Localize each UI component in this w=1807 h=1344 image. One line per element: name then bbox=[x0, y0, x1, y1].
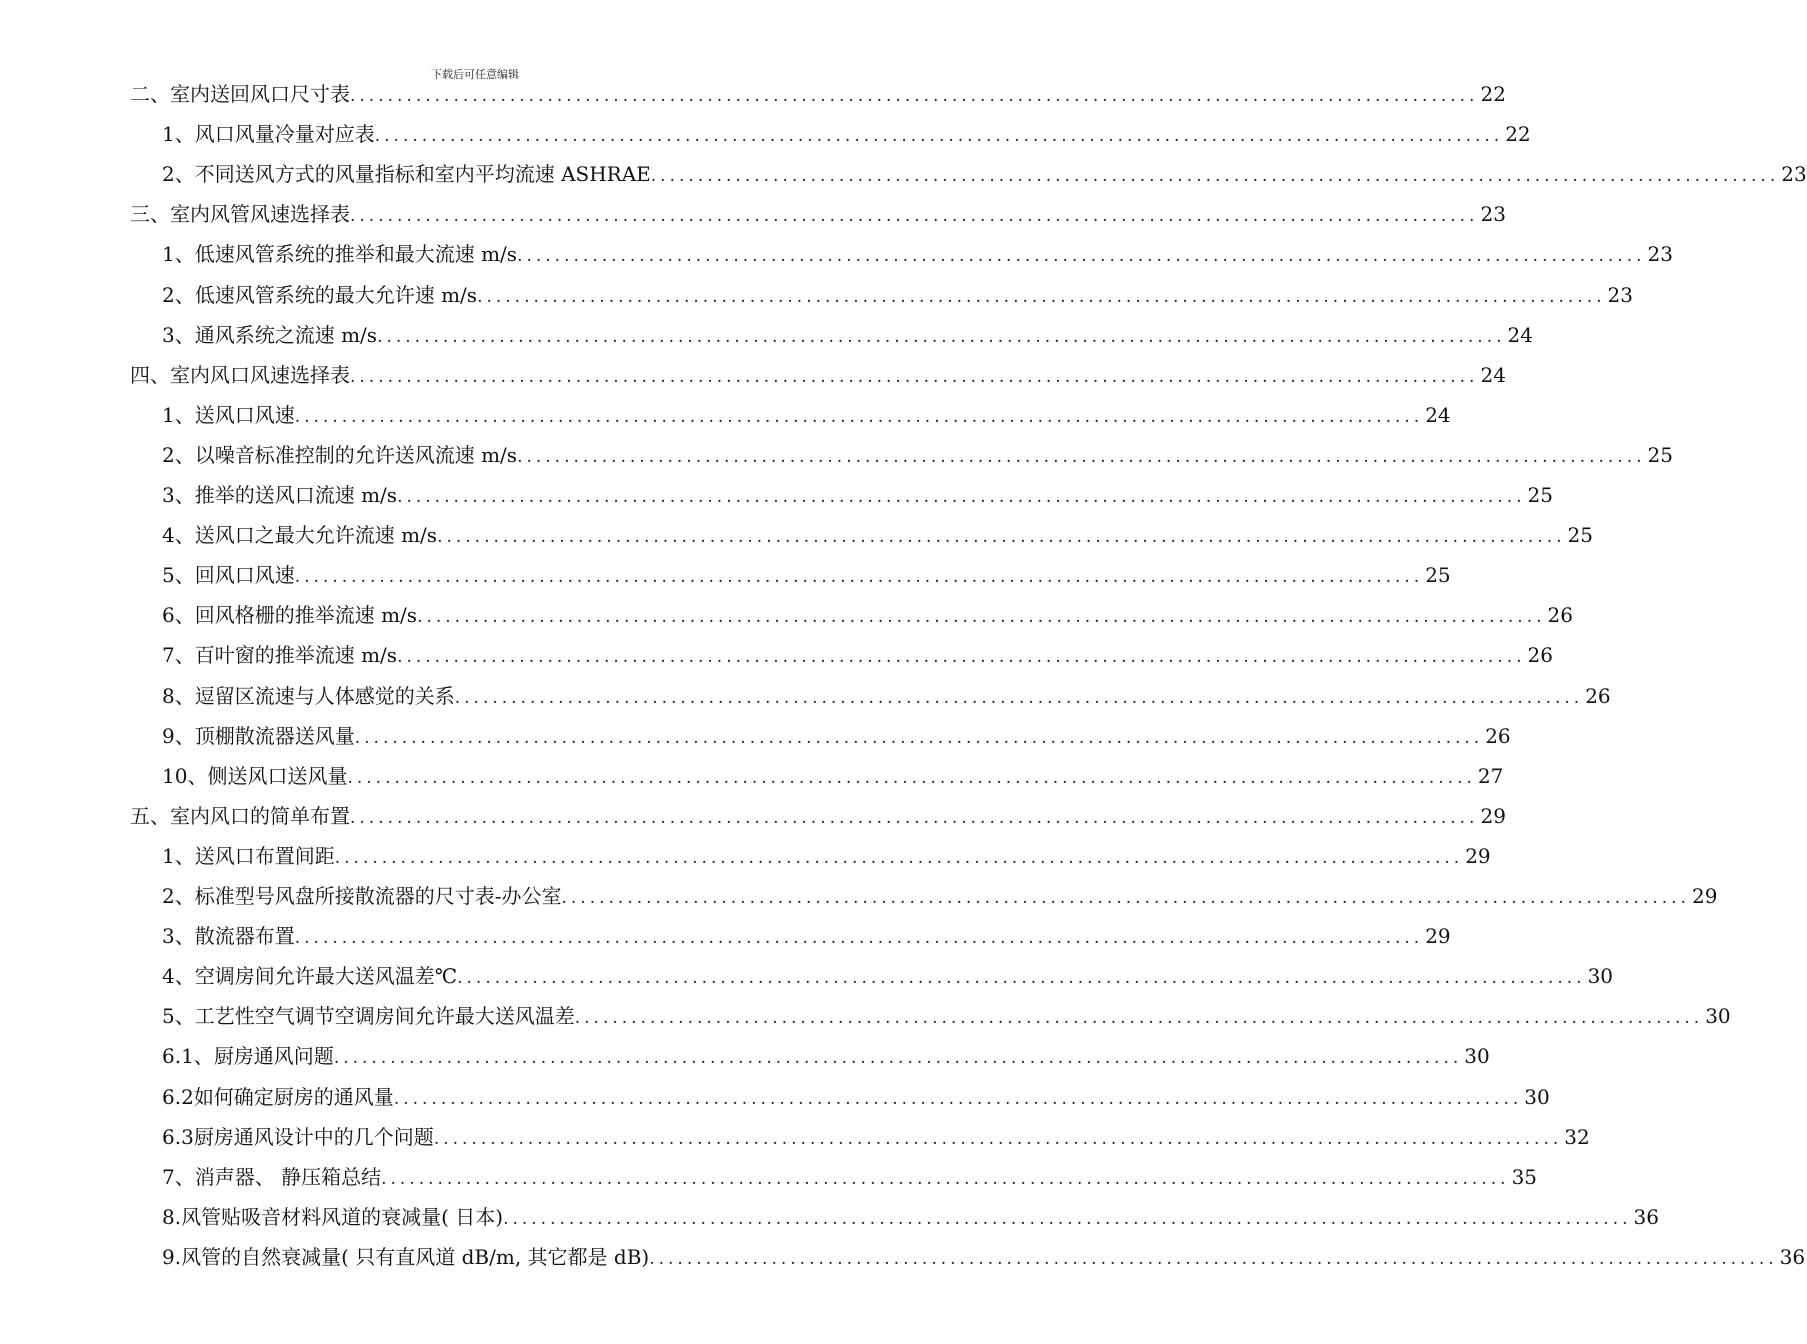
toc-entry-title: 逗留区流速与人体感觉的关系 bbox=[194, 683, 455, 708]
toc-dot-leader: ........................................................................................................................ bbox=[377, 326, 1506, 347]
toc-entry[interactable] bbox=[162, 234, 1673, 274]
toc-entry[interactable] bbox=[130, 355, 1506, 395]
toc-entry-number: 8、 bbox=[162, 683, 195, 708]
toc-entry[interactable] bbox=[162, 114, 1531, 154]
toc-entry-number: 6.1、 bbox=[162, 1044, 214, 1069]
toc-entry[interactable] bbox=[162, 916, 1451, 956]
toc-entry-title: 室内风管风速选择表 bbox=[170, 202, 350, 227]
toc-entry-title: 低速风管系统的最大允许速 m/s bbox=[194, 282, 478, 307]
toc-entry-page-number: 23 bbox=[1607, 282, 1633, 307]
toc-entry-page-number: 25 bbox=[1527, 483, 1553, 507]
toc-entry-page-number: 25 bbox=[1425, 563, 1451, 588]
toc-entry-number: 2、 bbox=[162, 884, 195, 908]
toc-entry-number: 5、 bbox=[162, 1004, 195, 1029]
toc-entry-title: 百叶窗的推举流速 m/s bbox=[194, 643, 398, 668]
toc-entry-title: 风管贴吸音材料风道的衰减量( 日本) bbox=[181, 1204, 504, 1229]
toc-dot-leader: ........................................................................................................................ bbox=[294, 567, 1424, 588]
toc-entry[interactable] bbox=[162, 756, 1504, 796]
toc-entry-number: 6.3 bbox=[162, 1124, 194, 1149]
toc-entry[interactable] bbox=[162, 275, 1633, 315]
toc-dot-leader: ........................................................................................................................ bbox=[294, 928, 1424, 949]
toc-dot-leader: ........................................................................................................................ bbox=[393, 1088, 1523, 1109]
toc-entry-number: 10、 bbox=[162, 763, 208, 788]
toc-entry-page-number: 26 bbox=[1485, 723, 1511, 748]
toc-entry[interactable] bbox=[162, 1117, 1590, 1157]
toc-entry[interactable] bbox=[130, 194, 1506, 234]
toc-dot-leader: ........................................................................................................................ bbox=[381, 1168, 1510, 1189]
toc-dot-leader: ........................................................................................................................ bbox=[417, 607, 1546, 628]
toc-entry-page-number: 23 bbox=[1781, 162, 1807, 187]
toc-entry-title: 室内风口风速选择表 bbox=[170, 362, 350, 387]
toc-dot-leader: ........................................................................................................................ bbox=[334, 847, 1464, 868]
toc-dot-leader: ........................................................................................................................ bbox=[457, 968, 1586, 989]
toc-entry-number: 3、 bbox=[162, 322, 195, 347]
toc-dot-leader: ........................................................................................................................ bbox=[574, 1008, 1704, 1029]
toc-entry-number: 4、 bbox=[162, 964, 195, 989]
toc-entry[interactable] bbox=[162, 956, 1614, 996]
toc-entry[interactable] bbox=[162, 635, 1553, 675]
toc-entry-page-number: 35 bbox=[1511, 1164, 1538, 1189]
toc-dot-leader: ........................................................................................................................ bbox=[561, 888, 1690, 908]
toc-dot-leader: ........................................................................................................................ bbox=[503, 1208, 1632, 1229]
toc-dot-leader: ........................................................................................................................ bbox=[437, 527, 1566, 548]
toc-entry-number: 3、 bbox=[162, 483, 195, 507]
toc-entry[interactable] bbox=[162, 836, 1491, 876]
toc-dot-leader: ........................................................................................................................ bbox=[650, 166, 1780, 187]
toc-dot-leader: ........................................................................................................................ bbox=[350, 206, 1479, 227]
toc-dot-leader: ........................................................................................................................ bbox=[350, 366, 1479, 387]
toc-dot-leader: ........................................................................................................................ bbox=[433, 1128, 1563, 1149]
toc-entry-title: 侧送风口送风量 bbox=[207, 763, 348, 788]
toc-entry[interactable] bbox=[162, 315, 1533, 355]
toc-entry-number: 5、 bbox=[162, 563, 195, 588]
toc-entry-number: 3、 bbox=[162, 924, 195, 949]
toc-dot-leader: ........................................................................................................................ bbox=[517, 446, 1646, 467]
toc-entry[interactable] bbox=[162, 676, 1611, 716]
toc-entry-title: 室内送回风口尺寸表 bbox=[170, 82, 350, 106]
toc-entry-number: 8. bbox=[162, 1204, 182, 1229]
toc-dot-leader: ........................................................................................................................ bbox=[347, 767, 1476, 788]
toc-dot-leader: ........................................................................................................................ bbox=[374, 126, 1504, 147]
toc-entry-title: 通风系统之流速 m/s bbox=[194, 322, 378, 347]
toc-entry[interactable] bbox=[162, 595, 1573, 635]
toc-entry[interactable] bbox=[162, 435, 1673, 475]
toc-entry[interactable] bbox=[162, 154, 1807, 194]
toc-entry-title: 室内风口的简单布置 bbox=[170, 803, 350, 828]
toc-entry-title: 空调房间允许最大送风温差℃ bbox=[194, 964, 458, 989]
toc-entry-page-number: 22 bbox=[1480, 82, 1506, 106]
toc-entry-title: 如何确定厨房的通风量 bbox=[193, 1084, 394, 1109]
toc-entry-number: 五、 bbox=[130, 803, 170, 828]
toc-dot-leader: ........................................................................................................................ bbox=[350, 86, 1479, 106]
toc-entry[interactable] bbox=[162, 1036, 1490, 1076]
toc-entry-title: 工艺性空气调节空调房间允许最大送风温差 bbox=[194, 1004, 575, 1029]
toc-entry-page-number: 25 bbox=[1647, 442, 1673, 467]
toc-entry-page-number: 36 bbox=[1779, 1244, 1806, 1269]
toc-dot-leader: ........................................................................................................................ bbox=[477, 286, 1606, 307]
toc-entry-title: 顶棚散流器送风量 bbox=[194, 723, 355, 748]
toc-entry-title: 送风口风速 bbox=[194, 402, 295, 427]
toc-entry-page-number: 25 bbox=[1567, 523, 1593, 548]
toc-entry-title: 风管的自然衰减量( 只有直风道 dB/m, 其它都是 dB) bbox=[181, 1244, 650, 1269]
toc-entry-number: 四、 bbox=[130, 362, 170, 387]
toc-entry-title: 低速风管系统的推举和最大流速 m/s bbox=[194, 242, 518, 267]
toc-entry-title: 送风口布置间距 bbox=[194, 843, 335, 868]
toc-entry-number: 1、 bbox=[162, 122, 195, 147]
toc-entry[interactable] bbox=[162, 1197, 1659, 1237]
toc-entry-number: 7、 bbox=[162, 643, 195, 668]
toc-entry-page-number: 32 bbox=[1564, 1124, 1590, 1149]
toc-entry-page-number: 24 bbox=[1425, 402, 1451, 427]
toc-entry[interactable] bbox=[130, 796, 1506, 836]
toc-entry-page-number: 23 bbox=[1647, 242, 1673, 267]
toc-entry-page-number: 26 bbox=[1585, 683, 1611, 708]
toc-entry-title: 厨房通风问题 bbox=[213, 1044, 334, 1069]
toc-entry-page-number: 30 bbox=[1705, 1004, 1731, 1029]
toc-dot-leader: ........................................................................................................................ bbox=[454, 687, 1584, 708]
toc-entry[interactable] bbox=[162, 876, 1718, 916]
toc-entry-number: 6、 bbox=[162, 603, 195, 628]
toc-entry-number: 4、 bbox=[162, 523, 195, 548]
toc-entry-number: 2、 bbox=[162, 162, 195, 187]
toc-entry-page-number: 24 bbox=[1480, 362, 1506, 387]
toc-entry-page-number: 29 bbox=[1425, 924, 1451, 949]
toc-entry-number: 二、 bbox=[130, 82, 170, 106]
toc-entry-title: 以噪音标准控制的允许送风流速 m/s bbox=[194, 442, 518, 467]
toc-entry-title: 消声器、 静压箱总结 bbox=[194, 1164, 382, 1189]
toc-dot-leader: ........................................................................................................................ bbox=[397, 487, 1526, 507]
toc-entry-page-number: 29 bbox=[1691, 884, 1718, 908]
toc-entry-page-number: 29 bbox=[1465, 843, 1491, 868]
toc-entry-page-number: 30 bbox=[1464, 1044, 1490, 1069]
toc-entry[interactable] bbox=[162, 716, 1511, 756]
toc-entry[interactable] bbox=[162, 996, 1731, 1036]
toc-entry-page-number: 29 bbox=[1480, 803, 1506, 828]
toc-entry-title: 回风口风速 bbox=[194, 563, 295, 588]
toc-entry-page-number: 26 bbox=[1547, 603, 1573, 628]
toc-entry-number: 1、 bbox=[162, 402, 195, 427]
toc-entry[interactable] bbox=[162, 395, 1451, 435]
toc-dot-leader: ........................................................................................................................ bbox=[333, 1048, 1463, 1069]
toc-entry-title: 厨房通风设计中的几个问题 bbox=[193, 1124, 434, 1149]
toc-entry[interactable] bbox=[162, 1237, 1806, 1277]
toc-entry-page-number: 22 bbox=[1505, 122, 1531, 147]
toc-entry-number: 2、 bbox=[162, 442, 195, 467]
toc-entry-title: 回风格栅的推举流速 m/s bbox=[194, 603, 418, 628]
toc-entry-page-number: 36 bbox=[1633, 1204, 1659, 1229]
toc-entry-page-number: 24 bbox=[1507, 322, 1533, 347]
toc-entry-number: 三、 bbox=[130, 202, 170, 227]
toc-entry[interactable] bbox=[162, 515, 1593, 555]
toc-entry-title: 风口风量冷量对应表 bbox=[194, 122, 375, 147]
toc-entry-title: 标准型号风盘所接散流器的尺寸表-办公室 bbox=[194, 884, 562, 908]
toc-dot-leader: ........................................................................................................................ bbox=[350, 807, 1479, 828]
toc-entry-title: 不同送风方式的风量指标和室内平均流速 ASHRAE bbox=[194, 162, 651, 187]
toc-entry[interactable] bbox=[162, 555, 1451, 595]
toc-entry[interactable] bbox=[162, 475, 1553, 515]
toc-entry-number: 9. bbox=[162, 1244, 182, 1269]
toc-dot-leader: ........................................................................................................................ bbox=[397, 647, 1526, 668]
toc-entry-number: 1、 bbox=[162, 843, 195, 868]
toc-entry-page-number: 23 bbox=[1480, 202, 1506, 227]
toc-entry[interactable] bbox=[162, 1077, 1550, 1117]
toc-entry-title: 散流器布置 bbox=[194, 924, 295, 949]
toc-entry-number: 9、 bbox=[162, 723, 195, 748]
toc-entry-page-number: 26 bbox=[1527, 643, 1553, 668]
toc-dot-leader: ........................................................................................................................ bbox=[294, 406, 1424, 427]
toc-dot-leader: ........................................................................................................................ bbox=[354, 727, 1484, 748]
toc-entry-title: 送风口之最大允许流速 m/s bbox=[194, 523, 438, 548]
toc-dot-leader: ........................................................................................................................ bbox=[517, 246, 1646, 267]
toc-entry-page-number: 27 bbox=[1477, 763, 1504, 788]
toc-dot-leader: ........................................................................................................................ bbox=[649, 1248, 1778, 1269]
toc-entry-number: 2、 bbox=[162, 282, 195, 307]
page-header-note: 下载后可任意编辑 bbox=[431, 68, 519, 81]
toc-entry-number: 7、 bbox=[162, 1164, 195, 1189]
toc-entry-number: 1、 bbox=[162, 242, 195, 267]
toc-entry[interactable] bbox=[162, 1157, 1538, 1197]
toc-entry-page-number: 30 bbox=[1587, 964, 1614, 989]
toc-entry-page-number: 30 bbox=[1524, 1084, 1550, 1109]
toc-entry-title: 推举的送风口流速 m/s bbox=[194, 483, 398, 507]
toc-entry[interactable] bbox=[130, 74, 1506, 114]
toc-entry-number: 6.2 bbox=[162, 1084, 194, 1109]
